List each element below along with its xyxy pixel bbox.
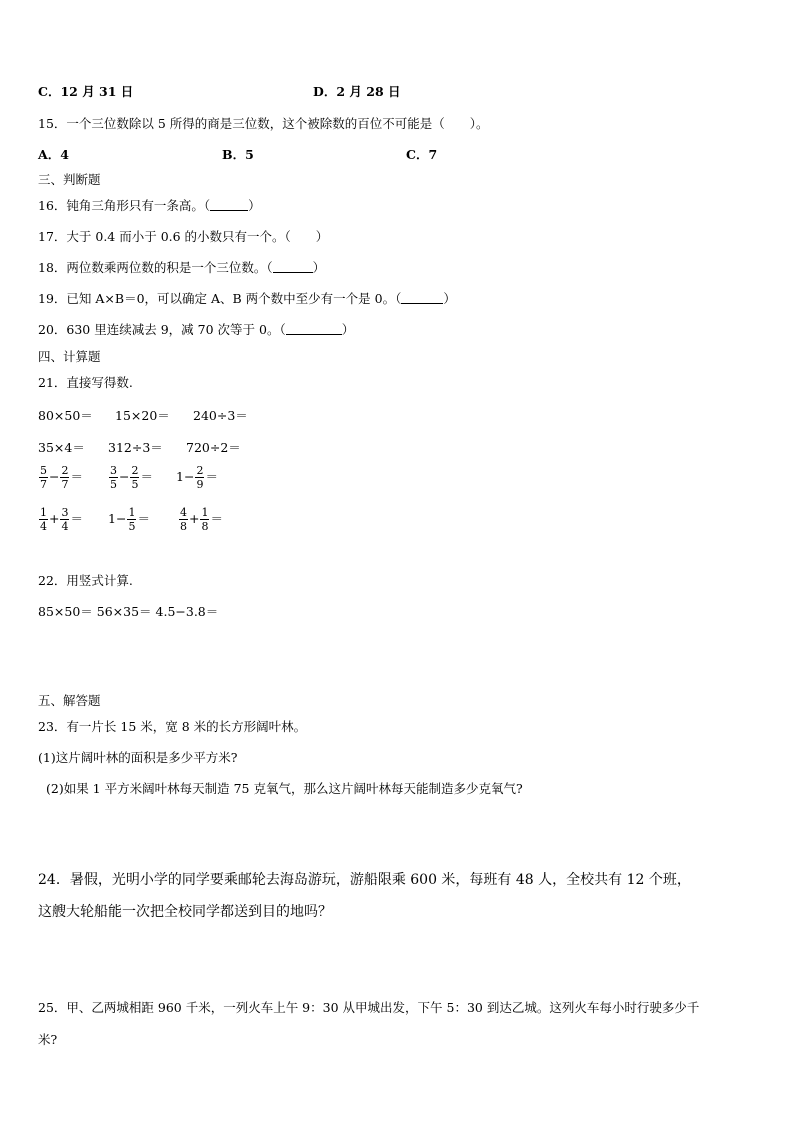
q21-row1-item2: 15×20＝	[115, 408, 170, 423]
q21-row2-item2: 312÷3＝	[108, 440, 163, 455]
q21-row4-item2	[108, 507, 150, 532]
q16	[38, 198, 261, 214]
fraction	[60, 465, 69, 490]
q25-line1: 25．甲、乙两城相距 960 千米，一列火车上午 9：30 从甲城出发，下午 5：30 到达乙城。这列火车每小时行驶多少千	[38, 1000, 700, 1015]
fraction	[200, 507, 209, 532]
equals-sign: ＝	[137, 511, 150, 526]
operator: −	[115, 511, 127, 526]
denominator: 7	[61, 478, 69, 491]
q18-answer-blank[interactable]	[273, 260, 313, 273]
numerator: 2	[61, 464, 69, 477]
numerator: 5	[40, 464, 47, 477]
fraction	[60, 507, 69, 532]
q21-title: 21．直接写得数.	[38, 375, 133, 390]
denominator: 5	[131, 478, 139, 491]
q15-option-c: C．7	[406, 147, 438, 162]
q16-end: ）	[248, 198, 261, 213]
q23-text: 23．有一片长 15 米，宽 8 米的长方形阔叶林。	[38, 719, 307, 734]
operator: −	[119, 469, 130, 484]
q20-answer-blank[interactable]	[286, 322, 342, 335]
numerator: 1	[40, 506, 47, 519]
fraction	[39, 507, 48, 532]
q19	[38, 291, 456, 307]
q21-row3-item2	[108, 465, 153, 490]
q21-row1-item3: 240÷3＝	[193, 408, 248, 423]
denominator: 5	[128, 520, 136, 533]
q19-text: 19．已知 A×B＝0，可以确定 A、B 两个数中至少有一个是 0。（	[38, 291, 402, 306]
equals-sign: ＝	[205, 469, 218, 484]
denominator: 4	[40, 520, 47, 533]
q21-row4-item1	[38, 507, 83, 532]
q14-option-d: D．2 月 28 日	[313, 84, 401, 99]
numerator: 2	[196, 464, 204, 477]
q15-option-b: B．5	[222, 147, 254, 162]
q20-text: 20．630 里连续减去 9，减 70 次等于 0。（	[38, 322, 286, 337]
denominator: 7	[40, 478, 47, 491]
equals-sign: ＝	[210, 511, 223, 526]
fraction	[195, 465, 204, 490]
q21-row2-item1: 35×4＝	[38, 440, 85, 455]
fraction	[109, 465, 118, 490]
equals-sign: ＝	[70, 511, 83, 526]
operator: +	[49, 511, 60, 526]
q18-end: ）	[312, 260, 326, 275]
section-5-heading: 五、解答题	[38, 693, 101, 708]
fraction	[39, 465, 48, 490]
denominator: 9	[196, 478, 204, 491]
numerator: 3	[110, 464, 117, 477]
q22-line: 85×50＝ 56×35＝ 4.5−3.8＝	[38, 604, 219, 619]
q17-text: 17．大于 0.4 而小于 0.6 的小数只有一个。（ ）	[38, 229, 329, 244]
numerator: 2	[131, 464, 139, 477]
fraction	[179, 507, 188, 532]
q15-option-a: A．4	[38, 147, 69, 162]
numerator: 4	[180, 506, 187, 519]
operator: −	[183, 469, 195, 484]
numerator: 1	[128, 506, 136, 519]
operator: +	[189, 511, 200, 526]
q24-line2: 这艘大轮船能一次把全校同学都送到目的地吗？	[38, 904, 332, 920]
q24-line1: 24．暑假，光明小学的同学要乘邮轮去海岛游玩，游船限乘 600 米，每班有 48 人，全校共有 12 个班，	[38, 872, 691, 888]
q18-text: 18．两位数乘两位数的积是一个三位数。（	[38, 260, 273, 275]
fraction	[127, 507, 136, 532]
fraction	[130, 465, 139, 490]
operator: −	[49, 469, 60, 484]
q20	[38, 322, 354, 338]
q19-end: ）	[443, 291, 456, 306]
equals-sign: ＝	[140, 469, 153, 484]
q21-row4-item3	[178, 507, 223, 532]
q16-text: 16．钝角三角形只有一条高。（	[38, 198, 211, 213]
q21-row3-item1	[38, 465, 83, 490]
denominator: 8	[201, 520, 209, 533]
q19-answer-blank[interactable]	[401, 291, 443, 304]
q22-title: 22．用竖式计算.	[38, 573, 133, 588]
whole-number: 1	[108, 511, 116, 526]
whole-number: 1	[176, 469, 184, 484]
section-3-heading: 三、判断题	[38, 172, 101, 187]
q21-row2-item3: 720÷2＝	[186, 440, 241, 455]
numerator: 3	[61, 506, 69, 519]
section-4-heading: 四、计算题	[38, 349, 101, 364]
numerator: 1	[201, 506, 209, 519]
q16-answer-blank[interactable]	[210, 198, 248, 211]
q20-end: ）	[341, 322, 355, 337]
denominator: 4	[61, 520, 69, 533]
q15-text: 15．一个三位数除以 5 所得的商是三位数，这个被除数的百位不可能是（ ）。	[38, 116, 489, 131]
q21-row3-item3	[176, 465, 218, 490]
q18	[38, 260, 325, 276]
equals-sign: ＝	[70, 469, 83, 484]
q14-option-c: C．12 月 31 日	[38, 84, 134, 99]
q25-line2: 米?	[38, 1032, 58, 1047]
q21-row1-item1: 80×50＝	[38, 408, 93, 423]
q23-part2: (2)如果 1 平方米阔叶林每天制造 75 克氧气，那么这片阔叶林每天能制造多少克氧气?	[46, 781, 523, 796]
denominator: 5	[110, 478, 117, 491]
q23-part1: (1)这片阔叶林的面积是多少平方米?	[38, 750, 238, 765]
denominator: 8	[180, 520, 187, 533]
